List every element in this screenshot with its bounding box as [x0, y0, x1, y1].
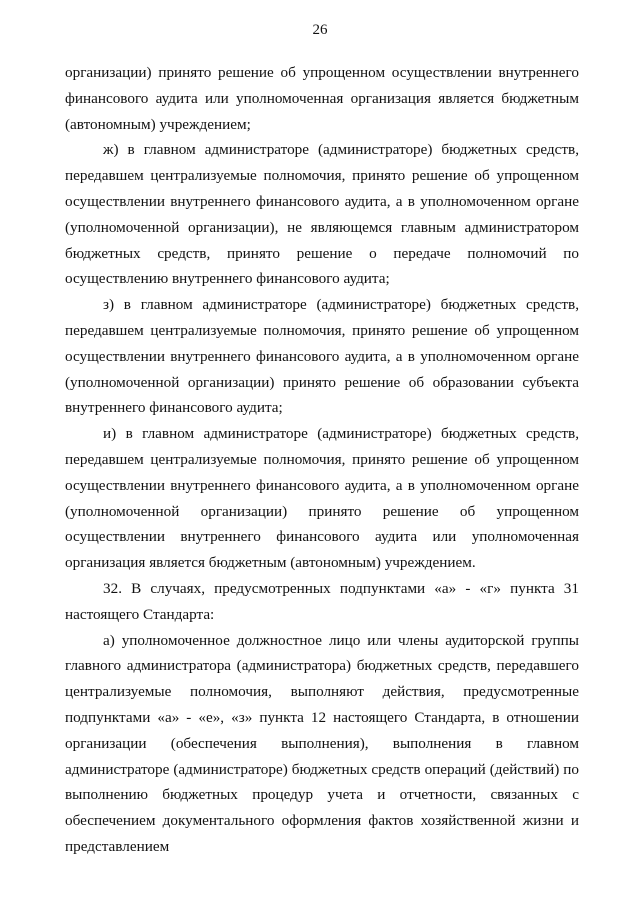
- paragraph-item-a: а) уполномоченное должностное лицо или члены аудиторской группы главного администратора (администратора) бюджетных средств, передавшего централизуемые полномочия, выполняют действия, предусмотренные подпунктами «а» - «е», «з» пункта 12 настоящего Стандарта, в отношении организации (обеспечения выполнения), выполнения в главном администраторе (администраторе) бюджетных средств операций (действий) по выполнению бюджетных процедур учета и отчетности, связанных с обеспечением документального оформления фактов хозяйственной жизни и представлением: [65, 631, 579, 855]
- document-body: [65, 60, 579, 860]
- paragraph-item-z: з) в главном администраторе (администраторе) бюджетных средств, передавшем централизуемые полномочия, принято решение об упрощенном осуществлении внутреннего финансового аудита, а в уполномоченном органе (уполномоченной организации) принято решение об образовании субъекта внутреннего финансового аудита;: [65, 296, 579, 417]
- paragraph-item-zh: ж) в главном администраторе (администраторе) бюджетных средств, передавшем централизуемые полномочия, принято решение об упрощенном осуществлении внутреннего финансового аудита, а в уполномоченном органе (уполномоченной организации), не являющемся главным администратором бюджетных средств, принято решение о передаче полномочий по осуществлению внутреннего финансового аудита;: [65, 141, 579, 288]
- paragraph-continuation: организации) принято решение об упрощенном осуществлении внутреннего финансового аудита или уполномоченная организация является бюджетным (автономным) учреждением;: [65, 64, 579, 133]
- paragraph-clause-32: 32. В случаях, предусмотренных подпунктами «а» - «г» пункта 31 настоящего Стандарта:: [65, 579, 579, 623]
- paragraph-item-i: и) в главном администраторе (администраторе) бюджетных средств, передавшем централизуемые полномочия, принято решение об упрощенном осуществлении внутреннего финансового аудита, а в уполномоченном органе (уполномоченной организации) принято решение об упрощенном осуществлении внутреннего финансового аудита или уполномоченная организация является бюджетным (автономным) учреждением.: [65, 425, 579, 572]
- page-number: 26: [312, 22, 328, 38]
